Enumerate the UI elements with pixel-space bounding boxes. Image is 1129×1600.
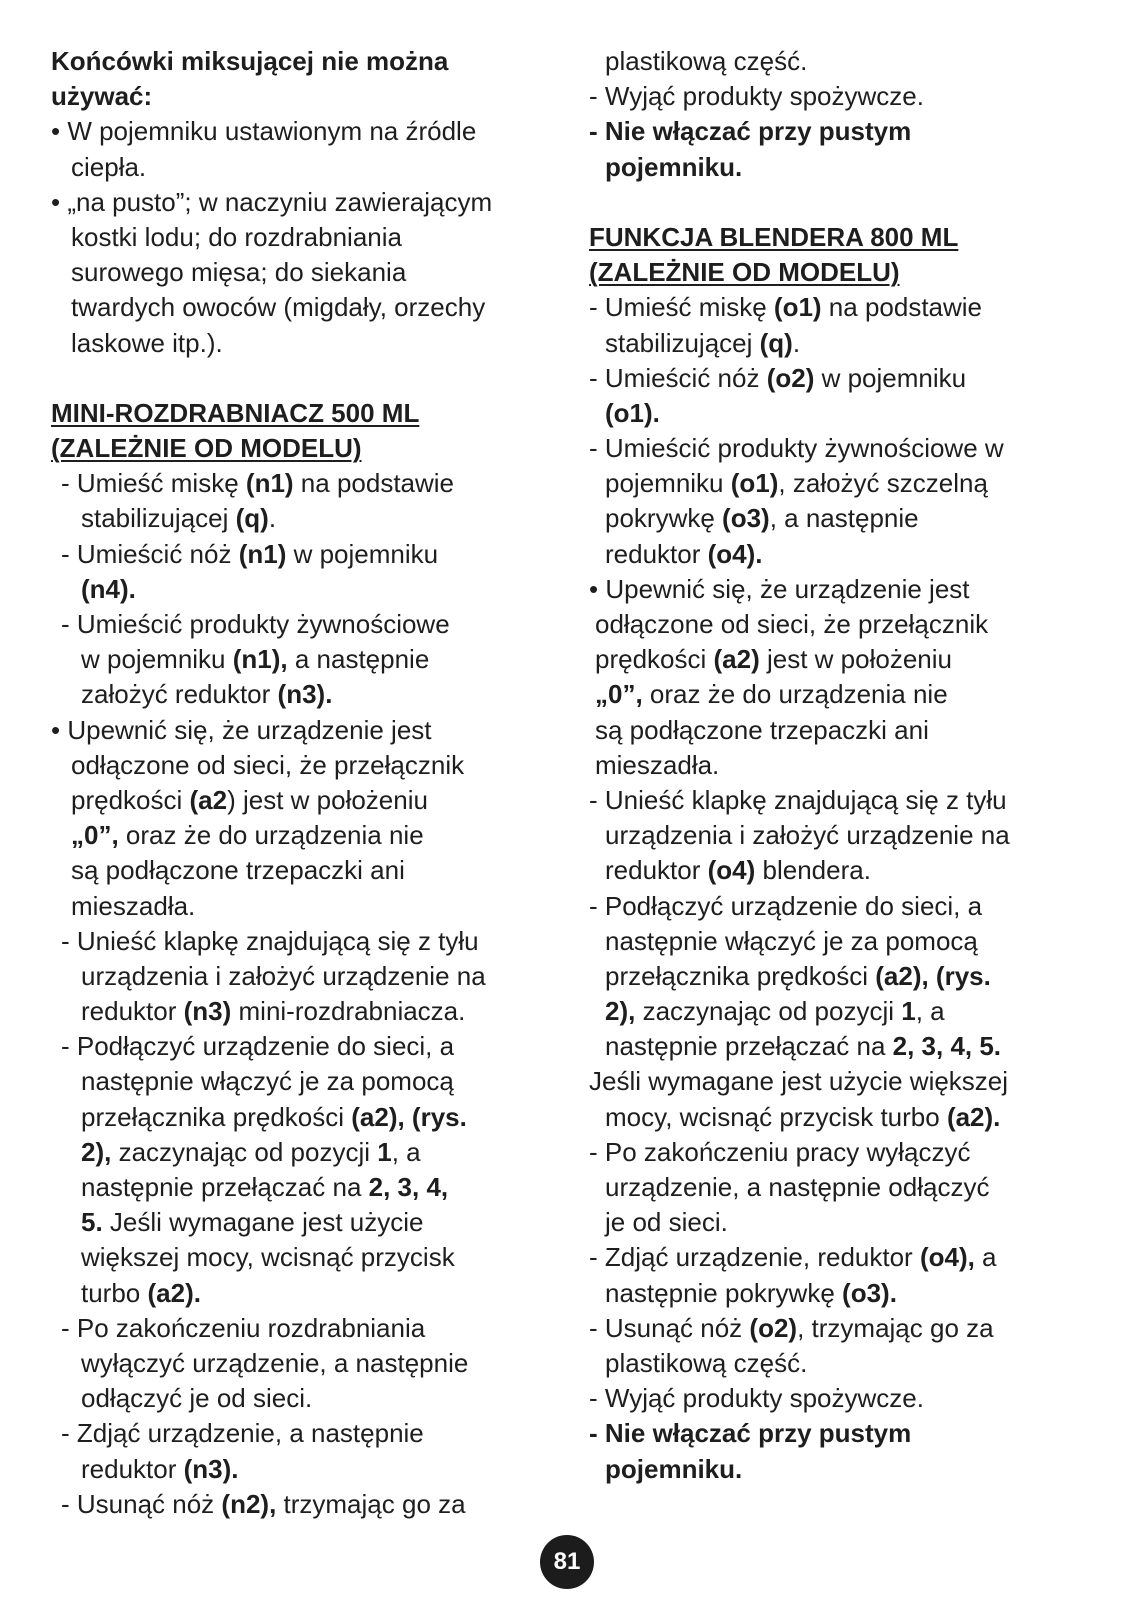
text-run: laskowe itp.). xyxy=(71,327,223,358)
text-run: reduktor xyxy=(81,1453,184,1484)
text-run: zaczynając od pozycji xyxy=(635,996,902,1027)
text-line xyxy=(51,1452,561,1487)
text-line xyxy=(589,959,1109,994)
text-run: w pojemniku xyxy=(814,362,967,393)
text-run: na podstawie xyxy=(821,292,983,323)
text-line xyxy=(51,1381,561,1416)
bold-text: (o1) xyxy=(730,468,779,499)
text-line xyxy=(589,1416,1109,1451)
page-number: 81 xyxy=(553,1548,581,1575)
text-run: na podstawie xyxy=(293,468,455,499)
text-line xyxy=(51,79,561,114)
text-run: je od sieci. xyxy=(605,1207,728,1238)
text-run: są podłączone trzepaczki ani xyxy=(595,714,929,745)
text-line xyxy=(51,1487,561,1522)
text-line xyxy=(589,677,1109,712)
bold-text: „0”, xyxy=(595,679,643,710)
text-line xyxy=(51,642,561,677)
bold-text: (q) xyxy=(759,327,793,358)
bold-text: (q) xyxy=(235,503,269,534)
text-line xyxy=(589,466,1109,501)
text-run: plastikową część. xyxy=(605,1347,808,1378)
text-run: surowego mięsa; do siekania xyxy=(71,257,407,288)
text-line xyxy=(589,501,1109,536)
bold-text: pojemniku. xyxy=(605,1453,743,1484)
text-line xyxy=(589,150,1109,185)
text-run: a xyxy=(974,1242,997,1273)
text-run: urządzenia i założyć urządzenie na xyxy=(605,820,1010,851)
text-line xyxy=(589,1276,1109,1311)
text-line xyxy=(51,1416,561,1451)
bold-text: (a2). xyxy=(147,1277,201,1308)
text-line xyxy=(589,924,1109,959)
text-run: przełącznika prędkości xyxy=(81,1101,352,1132)
text-line xyxy=(589,572,1109,607)
text-run: następnie przełączać na xyxy=(605,1031,893,1062)
text-run: - Zdjąć urządzenie, a następnie xyxy=(61,1418,424,1449)
text-run: - Umieść miskę xyxy=(61,468,246,499)
text-line xyxy=(51,1064,561,1099)
text-line xyxy=(51,1240,561,1275)
text-line xyxy=(51,748,561,783)
text-line xyxy=(51,537,561,572)
text-line xyxy=(589,1029,1109,1064)
bold-text: 2, 3, 4, xyxy=(368,1172,449,1202)
bold-text: 2), xyxy=(81,1136,112,1167)
text-line xyxy=(589,79,1109,114)
text-line xyxy=(51,326,561,361)
text-line xyxy=(589,889,1109,924)
text-line xyxy=(51,1276,561,1311)
text-run: • „na pusto”; w naczyniu zawierającym xyxy=(51,186,493,217)
text-run: mini-rozdrabniacza. xyxy=(231,996,466,1027)
text-run: urządzenie, a następnie odłączyć xyxy=(605,1172,990,1202)
text-run: plastikową część. xyxy=(605,46,808,76)
section-heading: (ZALEŻNIE OD MODELU) xyxy=(589,257,900,288)
text-line xyxy=(51,924,561,959)
text-run: odłączone od sieci, że przełącznik xyxy=(71,749,465,780)
text-run: ) jest w położeniu xyxy=(227,784,428,815)
text-run: - Podłączyć urządzenie do sieci, a xyxy=(589,890,983,921)
text-line xyxy=(51,1135,561,1170)
bold-text: - Nie włączać przy pustym xyxy=(589,1418,912,1449)
text-run: - Umieścić produkty żywnościowe xyxy=(61,609,450,639)
text-run: jest w położeniu xyxy=(759,644,952,675)
text-line xyxy=(51,396,561,431)
text-line xyxy=(51,185,561,220)
text-line xyxy=(589,783,1109,818)
text-run: w pojemniku xyxy=(286,538,439,569)
text-line xyxy=(51,959,561,994)
text-run: Jeśli wymagane jest użycie xyxy=(102,1207,424,1238)
text-line xyxy=(589,255,1109,290)
text-run: - Po zakończeniu pracy wyłączyć xyxy=(589,1136,971,1167)
text-line xyxy=(589,1346,1109,1381)
text-run: - Wyjąć produkty spożywcze. xyxy=(589,81,924,112)
text-line xyxy=(589,1205,1109,1240)
text-run: . xyxy=(792,327,801,358)
text-line xyxy=(589,537,1109,572)
text-run: oraz że do urządzenia nie xyxy=(642,679,948,710)
text-run: w pojemniku xyxy=(81,644,233,675)
text-run: urządzenia i założyć urządzenie na xyxy=(81,960,486,991)
bold-text: (n2), xyxy=(221,1488,277,1519)
text-line xyxy=(51,150,561,185)
text-run: mieszadła. xyxy=(71,890,196,921)
text-run: odłączyć je od sieci. xyxy=(81,1383,313,1414)
text-run: zaczynając od pozycji xyxy=(111,1136,378,1167)
text-line xyxy=(51,783,561,818)
text-run: , trzymając go za xyxy=(797,1312,994,1343)
bold-text: (a2) xyxy=(713,644,760,675)
text-line xyxy=(589,1170,1109,1205)
section-heading: FUNKCJA BLENDERA 800 ML xyxy=(589,221,959,252)
bold-text: (o4) xyxy=(707,855,756,886)
text-line xyxy=(51,1170,561,1205)
text-line xyxy=(589,1240,1109,1275)
text-line xyxy=(589,361,1109,396)
text-run: a następnie xyxy=(287,644,430,675)
text-line xyxy=(51,1311,561,1346)
text-line xyxy=(589,853,1109,888)
bold-text: 1 xyxy=(901,996,916,1027)
text-run: - Unieść klapkę znajdującą się z tyłu xyxy=(589,784,1007,815)
text-line xyxy=(51,290,561,325)
bold-text: (n1) xyxy=(238,538,287,569)
text-run: prędkości xyxy=(71,784,190,815)
text-run: - Umieścić nóż xyxy=(61,538,239,569)
text-line xyxy=(589,326,1109,361)
text-line xyxy=(589,44,1109,79)
text-line xyxy=(589,1135,1109,1170)
text-line xyxy=(589,114,1109,149)
section-heading: (ZALEŻNIE OD MODELU) xyxy=(51,433,362,464)
text-run: oraz że do urządzenia nie xyxy=(118,820,424,851)
bold-text: (n4). xyxy=(81,573,136,604)
text-run: • Upewnić się, że urządzenie jest xyxy=(51,714,432,745)
bold-text: (n3). xyxy=(183,1453,239,1484)
page-number-badge xyxy=(540,1535,594,1589)
text-run: reduktor xyxy=(605,855,708,886)
bold-text: (o2) xyxy=(749,1312,798,1343)
text-line xyxy=(51,1029,561,1064)
text-run: reduktor xyxy=(605,538,708,569)
text-run: • W pojemniku ustawionym na źródle xyxy=(51,116,477,147)
text-run: przełącznika prędkości xyxy=(605,960,876,991)
section-heading: MINI-ROZDRABNIACZ 500 ML xyxy=(51,397,420,428)
left-column xyxy=(51,44,561,1522)
blank-line xyxy=(589,185,1109,220)
bold-text: (o1) xyxy=(773,292,822,323)
text-run: - Unieść klapkę znajdującą się z tyłu xyxy=(61,925,479,956)
bold-text: pojemniku. xyxy=(605,151,743,182)
text-line xyxy=(51,994,561,1029)
text-line xyxy=(51,220,561,255)
bold-text: - Nie włączać przy pustym xyxy=(589,116,912,147)
text-line xyxy=(51,607,561,642)
bold-text: (o4). xyxy=(707,538,763,569)
text-line xyxy=(51,1346,561,1381)
text-line xyxy=(589,713,1109,748)
right-column xyxy=(589,44,1109,1487)
text-run: • Upewnić się, że urządzenie jest xyxy=(589,573,970,604)
text-line xyxy=(51,677,561,712)
text-line xyxy=(589,818,1109,853)
text-line xyxy=(589,1311,1109,1346)
text-run: twardych owoców (migdały, orzechy xyxy=(71,292,486,323)
text-run: reduktor xyxy=(81,996,184,1027)
text-run: - Umieścić produkty żywnościowe w xyxy=(589,433,1004,464)
text-run: następnie włączyć je za pomocą xyxy=(605,925,978,956)
text-line xyxy=(51,431,561,466)
bold-text: (n1), xyxy=(232,644,288,675)
bold-text: (a2), (rys. xyxy=(875,960,991,991)
bold-text: używać: xyxy=(51,81,153,112)
bold-text: „0”, xyxy=(71,820,119,851)
text-line xyxy=(589,642,1109,677)
text-run: - Podłączyć urządzenie do sieci, a xyxy=(61,1031,455,1062)
text-run: założyć reduktor xyxy=(81,679,278,710)
text-line xyxy=(589,1100,1109,1135)
text-run: kostki lodu; do rozdrabniania xyxy=(71,221,402,252)
text-run: turbo xyxy=(81,1277,148,1308)
text-run: Jeśli wymagane jest użycie większej xyxy=(589,1066,1009,1097)
text-line xyxy=(51,713,561,748)
text-run: , założyć szczelną xyxy=(778,468,988,499)
bold-text: (n1) xyxy=(245,468,294,499)
text-line xyxy=(589,290,1109,325)
bold-text: 2), xyxy=(605,996,636,1027)
text-line xyxy=(589,431,1109,466)
text-run: mieszadła. xyxy=(595,749,720,780)
text-run: - Umieść miskę xyxy=(589,292,774,323)
bold-text: (n3). xyxy=(277,679,333,710)
bold-text: (o3). xyxy=(842,1277,897,1308)
text-run: , a następnie xyxy=(769,503,919,534)
text-run: następnie pokrywkę xyxy=(605,1277,843,1308)
bold-text: (o2) xyxy=(766,362,815,393)
text-run: odłączone od sieci, że przełącznik xyxy=(595,609,989,639)
text-run: , a xyxy=(391,1136,421,1167)
text-run: . xyxy=(268,503,277,534)
text-line xyxy=(589,1064,1109,1099)
text-run: - Usunąć nóż xyxy=(589,1312,750,1343)
bold-text: (o4), xyxy=(919,1242,975,1273)
text-line xyxy=(589,1452,1109,1487)
text-line xyxy=(51,572,561,607)
bold-text: 2, 3, 4, 5. xyxy=(892,1031,1002,1062)
bold-text: (o3) xyxy=(722,503,770,534)
text-run: - Wyjąć produkty spożywcze. xyxy=(589,1383,924,1414)
text-line xyxy=(51,853,561,888)
text-run: mocy, wcisnąć przycisk turbo xyxy=(605,1101,947,1132)
bold-text: (a2 xyxy=(189,784,228,815)
text-run: następnie przełączać na xyxy=(81,1172,369,1202)
blank-line xyxy=(51,361,561,396)
bold-text: (n3) xyxy=(183,996,232,1027)
text-run: następnie włączyć je za pomocą xyxy=(81,1066,454,1097)
text-run: większej mocy, wcisnąć przycisk xyxy=(81,1242,455,1273)
text-run: - Po zakończeniu rozdrabniania xyxy=(61,1312,426,1343)
text-line xyxy=(51,466,561,501)
text-run: - Umieścić nóż xyxy=(589,362,767,393)
text-run: stabilizującej xyxy=(81,503,236,534)
text-line xyxy=(589,220,1109,255)
text-run: wyłączyć urządzenie, a następnie xyxy=(81,1347,469,1378)
text-run: , a xyxy=(915,996,945,1027)
text-line xyxy=(589,994,1109,1029)
text-run: trzymając go za xyxy=(276,1488,466,1519)
text-run: - Zdjąć urządzenie, reduktor xyxy=(589,1242,920,1273)
text-run: są podłączone trzepaczki ani xyxy=(71,855,405,886)
text-run: pokrywkę xyxy=(605,503,723,534)
text-line xyxy=(51,1100,561,1135)
text-line xyxy=(589,607,1109,642)
text-line xyxy=(51,114,561,149)
bold-text: (a2). xyxy=(946,1101,1001,1132)
bold-text: 5. xyxy=(81,1207,103,1238)
text-line xyxy=(51,255,561,290)
text-line xyxy=(51,44,561,79)
text-run: prędkości xyxy=(595,644,714,675)
text-line xyxy=(589,396,1109,431)
text-run: stabilizującej xyxy=(605,327,760,358)
bold-text: (o1). xyxy=(605,397,660,428)
text-run: - Usunąć nóż xyxy=(61,1488,222,1519)
text-line xyxy=(51,889,561,924)
bold-text: 1 xyxy=(377,1136,392,1167)
text-line xyxy=(589,748,1109,783)
text-line xyxy=(51,818,561,853)
text-line xyxy=(51,501,561,536)
bold-text: (a2), (rys. xyxy=(351,1101,467,1132)
text-run: pojemniku xyxy=(605,468,731,499)
text-line xyxy=(589,1381,1109,1416)
text-run: blendera. xyxy=(755,855,871,886)
text-run: ciepła. xyxy=(71,151,147,182)
text-line xyxy=(51,1205,561,1240)
bold-text: Końcówki miksującej nie można xyxy=(51,46,449,76)
